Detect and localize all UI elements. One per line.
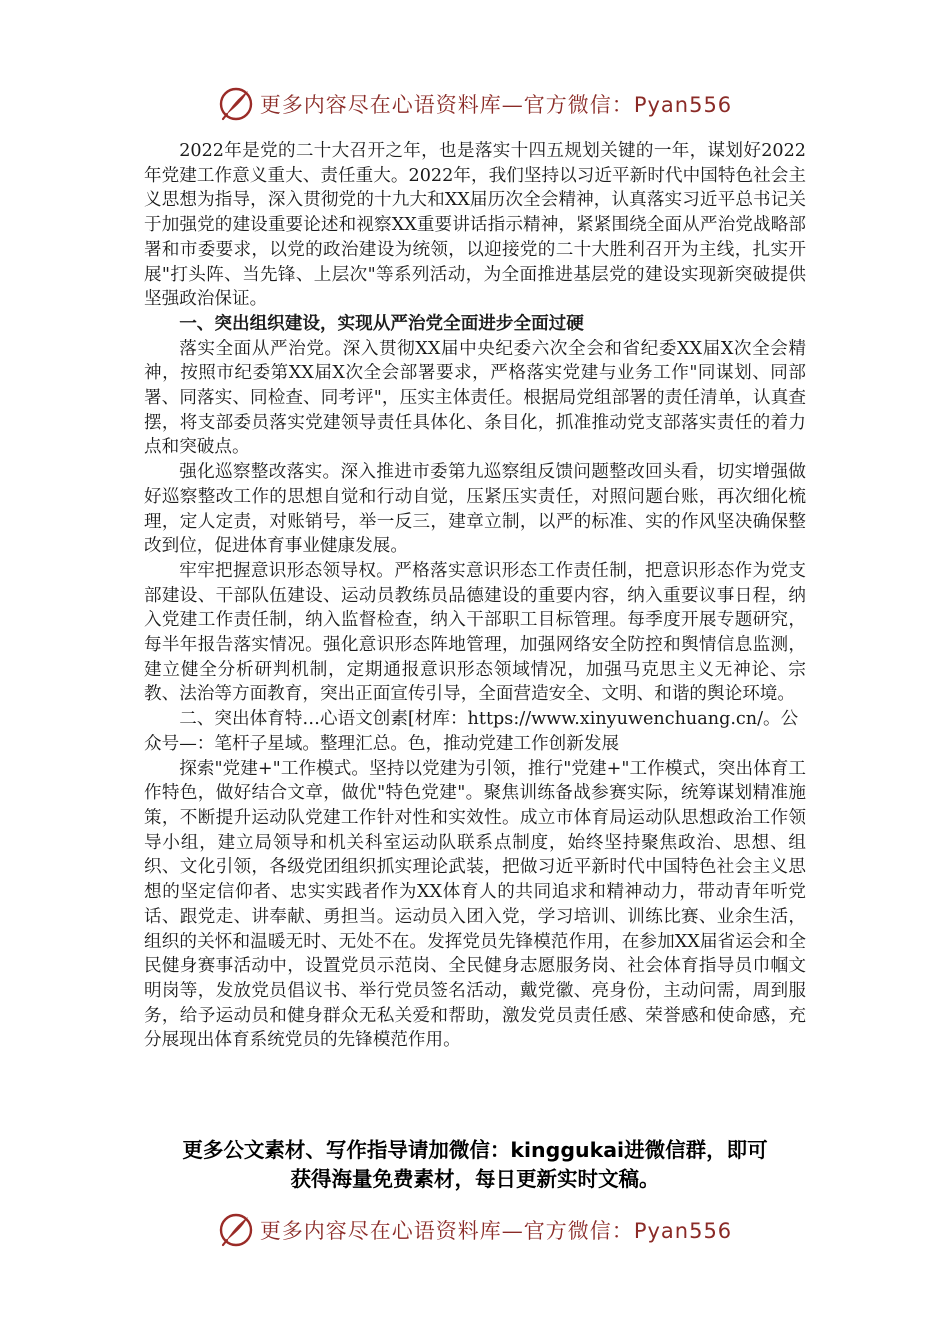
banner-text [260,89,732,119]
header-banner [0,82,950,126]
section-1-paragraph-2: 强化巡察整改落实。深入推进市委第九巡察组反馈问题整改回头看，切实增强做好巡察整改工作的思想自觉和行动自觉，压紧压实责任，对照问题台账，再次细化梳理，定人定责，对账销号，举一反三，建章立制，以严的标准、实的作风坚决确保整改到位，促进体育事业健康发展。 [144,462,806,557]
section-1-paragraph-1: 落实全面从严治党。深入贯彻XX届中央纪委六次全会和省纪委XX届X次全会精神，按照市纪委第XX届X次全会部署要求，严格落实党建与业务工作"同谋划、同部署、同落实、同检查、同考评"，压实主体责任。根据局党组部署的责任清单，认真查摆，将支部委员落实党建领导责任具体化、条目化，抓准推动党支部落实责任的着力点和突破点。 [144,338,806,458]
intro-paragraph: 2022年是党的二十大召开之年，也是落实十四五规划关键的一年，谋划好2022年党建工作意义重大、责任重大。2022年，我们坚持以习近平新时代中国特色社会主义思想为指导，深入贯彻党的十九大和XX届历次全会精神，认真落实习近平总书记关于加强党的建设重要论述和视察XX重要讲话指示精神，紧紧围绕全面从严治党战略部署和市委要求，以党的政治建设为统领，以迎接党的二十大胜利召开为主线，扎实开展"打头阵、当先锋、上层次"等系列活动，为全面推进基层党的建设实现新突破提供坚强政治保证。 [144,141,806,310]
quill-pen-icon [218,86,254,122]
section-2-paragraph-1: 探索"党建+"工作模式。坚持以党建为引领，推行"党建+"工作模式，突出体育工作特色，做好结合文章，做优"特色党建"。聚焦训练备战参赛实际，统筹谋划精准施策，不断提升运动队党建工作针对性和实效性。成立市体育局运动队思想政治工作领导小组，建立局领导和机关科室运动队联系点制度，始终坚持聚焦政治、思想、组织、文化引领，各级党团组织抓实理论武装，把做习近平新时代中国特色社会主义思想的坚定信仰者、忠实实践者作为XX体育人的共同追求和精神动力，带动青年听党话、跟党走、讲奉献、勇担当。运动员入团入党，学习培训、训练比赛、业余生活，组织的关怀和温暖无时、无处不在。发挥党员先锋模范作用，在参加XX届省运会和全民健身赛事活动中，设置党员示范岗、全民健身志愿服务岗、社会体育指导员巾帼文明岗等，发放党员倡议书、举行党员签名活动，戴党徽、亮身份，主动问需，周到服务，给予运动员和健身群众无私关爱和帮助，激发党员责任感、荣誉感和使命感，充分展现出体育系统党员的先锋模范作用。 [144,758,806,1051]
banner-label: 更多内容尽在心语资料库—官方微信： [259,1219,634,1243]
wechat-account: Pyan556 [633,1219,733,1243]
section-1-heading: 一、突出组织建设，实现从严治党全面进步全面过硬 [179,313,584,334]
section-1-paragraph-3: 牢牢把握意识形态领导权。严格落实意识形态工作责任制，把意识形态作为党支部建设、干部队伍建设、运动员教练员品德建设的重要内容，纳入重要议事日程，纳入党建工作责任制，纳入监督检查，纳入干部职工目标管理。每季度开展专题研究，每半年报告落实情况。强化意识形态阵地管理，加强网络安全防控和舆情信息监测，建立健全分析研判机制，定期通报意识形态领域情况，加强马克思主义无神论、宗教、法治等方面教育，突出正面宣传引导，全面营造安全、文明、和谐的舆论环境。 [144,560,806,705]
section-2-heading: 二、突出体育特…心语文创素[材库：https://www.xinyuwenchuang.cn/。公众号—：笔杆子星域。整理汇总。色，推动党建工作创新发展 [144,709,799,754]
banner-label: 更多内容尽在心语资料库—官方微信： [259,93,634,117]
quill-pen-icon [218,1212,254,1248]
promo-line-2: 获得海量免费素材，每日更新实时文稿。 [290,1167,660,1191]
wechat-account: Pyan556 [633,93,733,117]
footer-banner [0,1208,950,1252]
promo-callout [100,1136,850,1194]
banner-text [260,1215,732,1245]
promo-line-1: 更多公文素材、写作指导请加微信：kinggukai进微信群，即可 [182,1138,768,1162]
document-body [144,139,806,1053]
